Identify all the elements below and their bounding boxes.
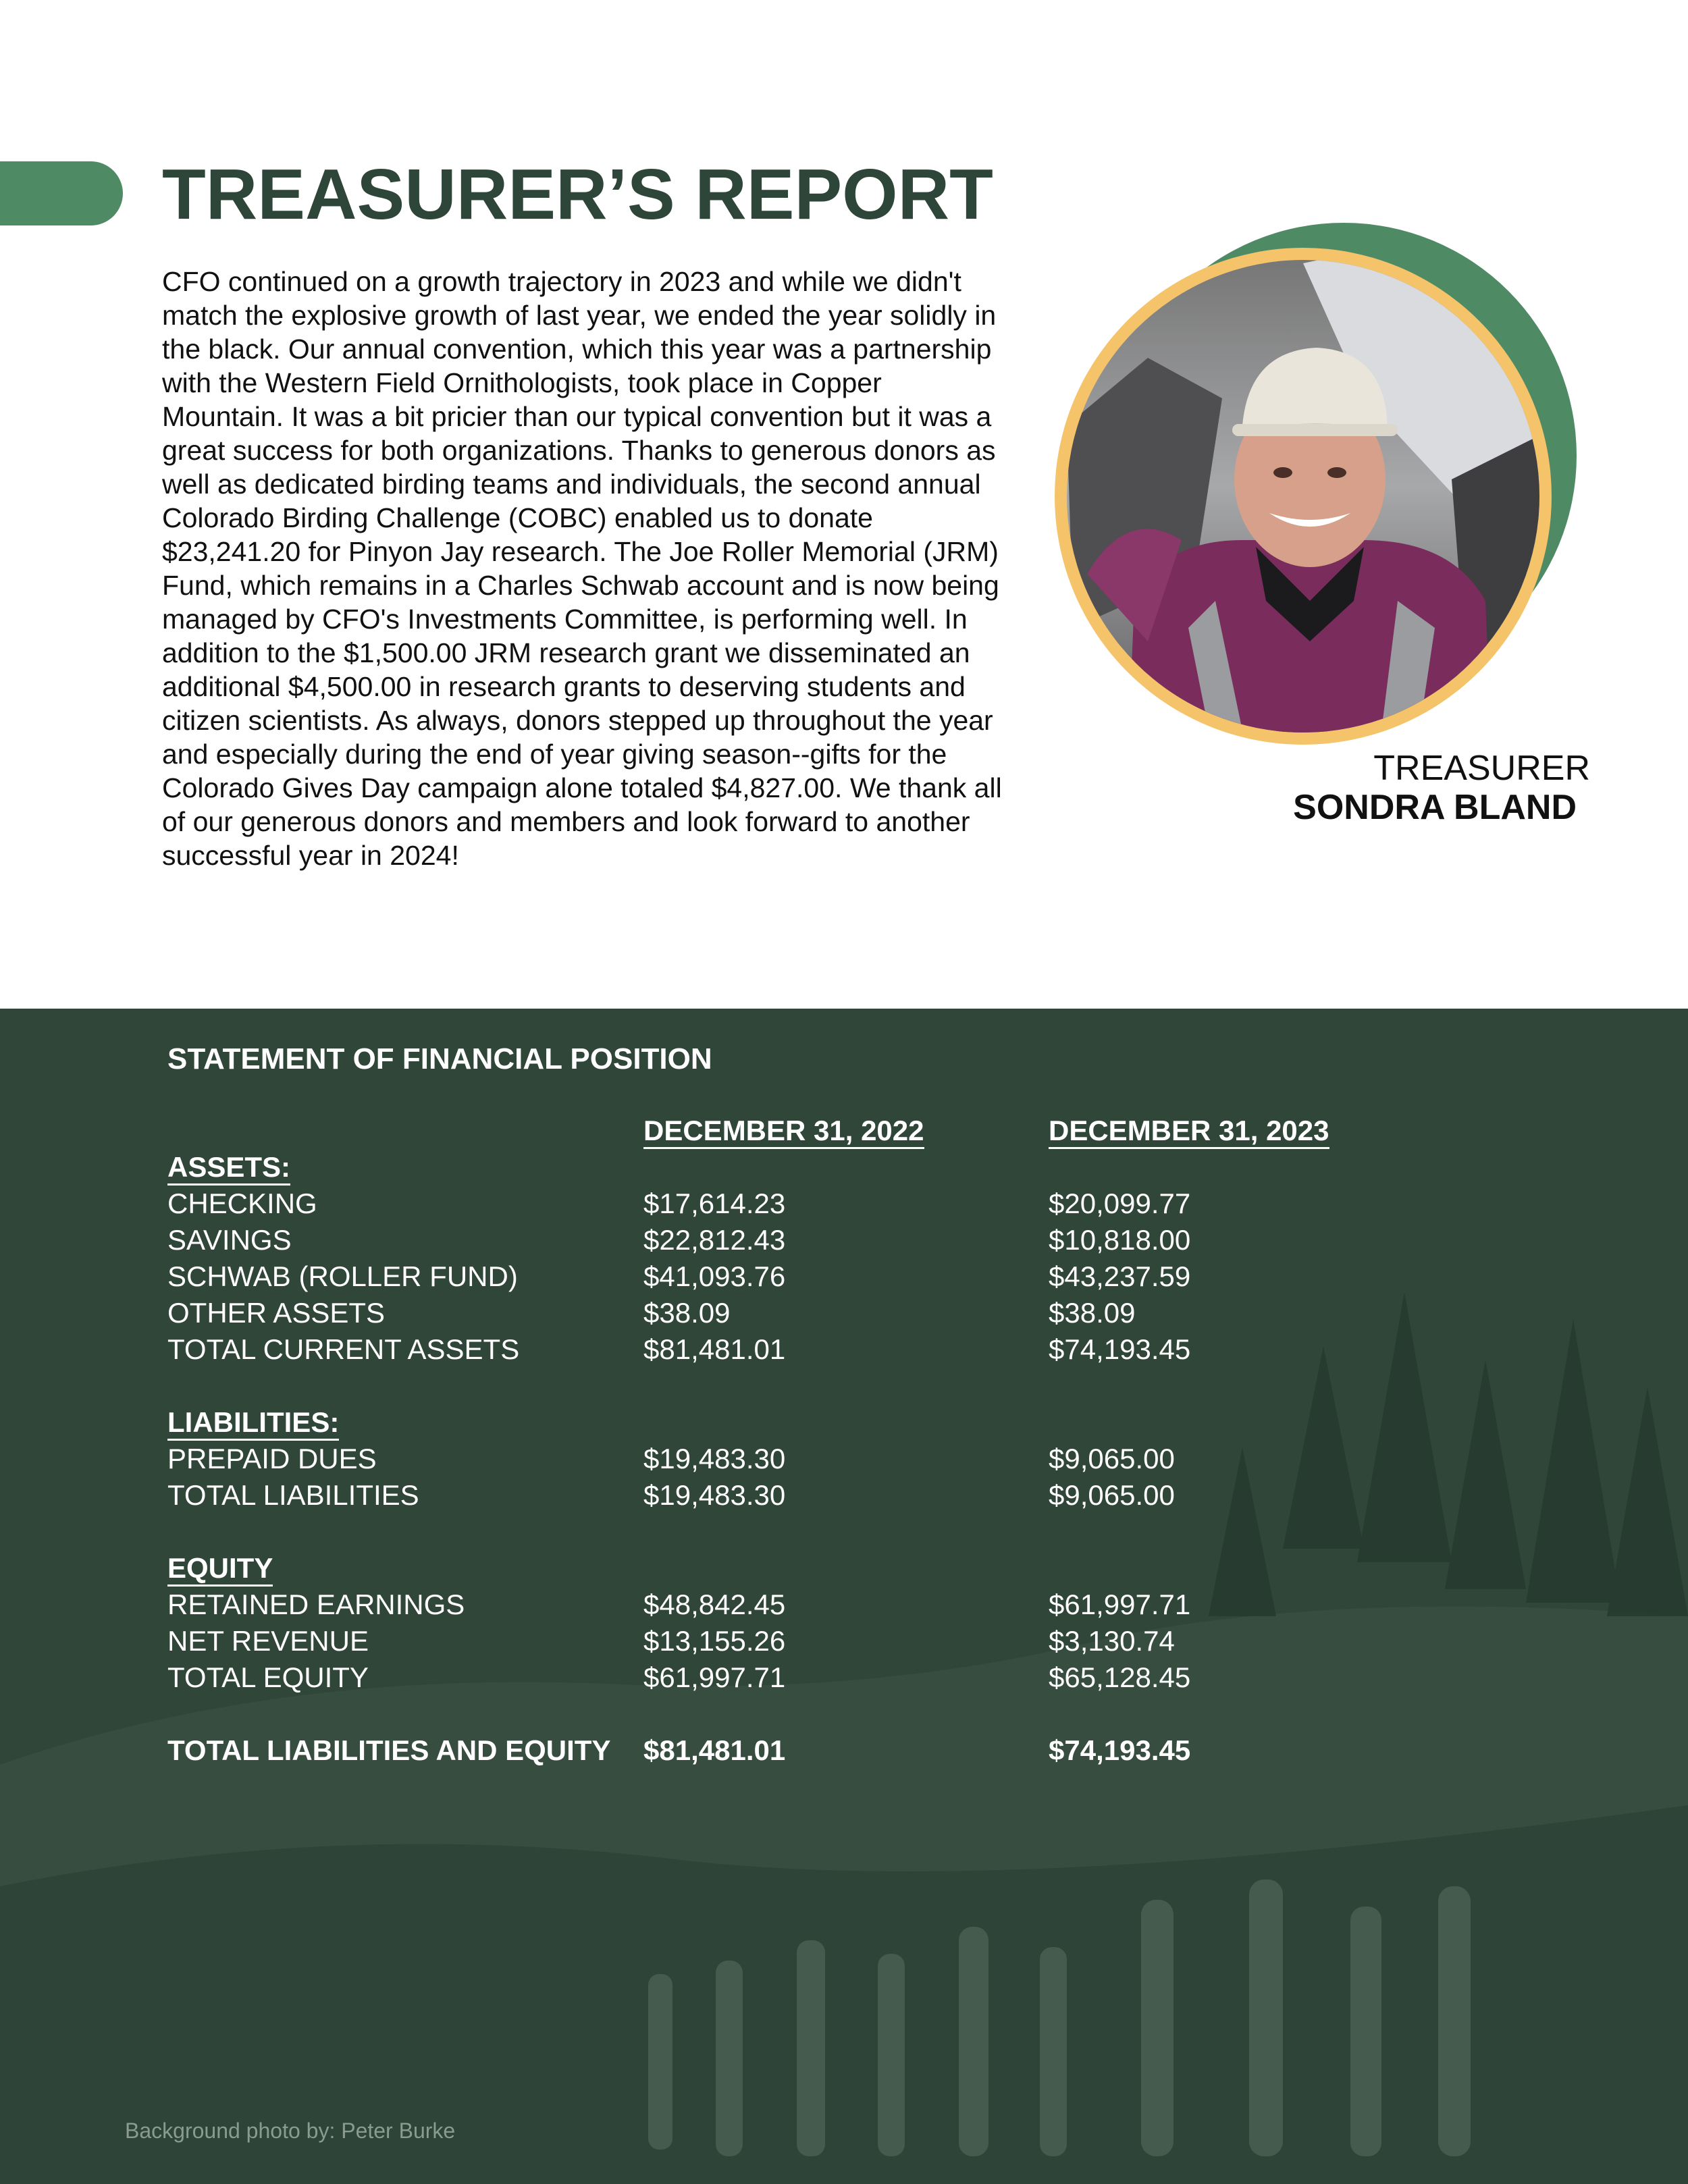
portrait-photo-icon bbox=[1047, 223, 1587, 749]
value-2022: $13,155.26 bbox=[643, 1625, 786, 1657]
value-2023: $10,818.00 bbox=[1049, 1224, 1191, 1256]
table-row bbox=[167, 1659, 1386, 1696]
value-2023: $74,193.45 bbox=[1049, 1333, 1191, 1365]
photo-credit: Background photo by: Peter Burke bbox=[125, 2119, 456, 2143]
row-label: RETAINED EARNINGS bbox=[167, 1589, 465, 1620]
value-2022: $19,483.30 bbox=[643, 1479, 786, 1511]
value-2023: $38.09 bbox=[1049, 1297, 1136, 1329]
value-2022: $48,842.45 bbox=[643, 1589, 786, 1620]
value-2023: $20,099.77 bbox=[1049, 1188, 1191, 1219]
accent-tab bbox=[0, 161, 123, 225]
value-2022: $61,997.71 bbox=[643, 1661, 786, 1693]
row-label: TOTAL LIABILITIES bbox=[167, 1479, 419, 1511]
value-2022: $19,483.30 bbox=[643, 1443, 786, 1474]
value-2022: $17,614.23 bbox=[643, 1188, 786, 1219]
table-row bbox=[167, 1186, 1386, 1222]
equity-heading: EQUITY bbox=[167, 1552, 273, 1587]
treasurer-portrait bbox=[1047, 223, 1587, 749]
row-label: PREPAID DUES bbox=[167, 1443, 377, 1474]
statement-title: STATEMENT OF FINANCIAL POSITION bbox=[167, 1042, 712, 1075]
value-2022: $81,481.01 bbox=[643, 1734, 786, 1766]
row-label: TOTAL LIABILITIES AND EQUITY bbox=[167, 1734, 611, 1766]
value-2022: $41,093.76 bbox=[643, 1260, 786, 1292]
report-body-text: CFO continued on a growth trajectory in 2023 and while we didn't match the explosive growth of last year, we ended the year solidly in the black. Our annual convention, which this year was a partnership with the Western Field Ornithologists, took place in Copper Mountain. It was a bit pricier than our typical convention but it was a great success for both organizations. Thanks to generous donors as well as dedicated birding teams and individuals, the second annual Colorado Birding Challenge (COBC) enabled us to donate $23,241.20 for Pinyon Jay research. The Joe Roller Memorial (JRM) Fund, which remains in a Charles Schwab account and is now being managed by CFO's Investments Committee, is performing well. In addition to the $1,500.00 JRM research grant we disseminated an additional $4,500.00 in research grants to deserving students and citizen scientists. As always, donors stepped up throughout the year and especially during the end of year giving season--gifts for the Colorado Gives Day campaign alone totaled $4,827.00. We thank all of our generous donors and members and look forward to another successful year in 2024! bbox=[162, 266, 1002, 871]
value-2022: $38.09 bbox=[643, 1297, 731, 1329]
value-2023: $43,237.59 bbox=[1049, 1260, 1191, 1292]
table-row bbox=[167, 1623, 1386, 1659]
value-2023: $9,065.00 bbox=[1049, 1443, 1175, 1474]
row-label: OTHER ASSETS bbox=[167, 1297, 386, 1329]
value-2023: $61,997.71 bbox=[1049, 1589, 1191, 1620]
table-row bbox=[167, 1331, 1386, 1368]
assets-heading: ASSETS: bbox=[167, 1151, 290, 1186]
table-row bbox=[167, 1258, 1386, 1295]
table-row bbox=[167, 1477, 1386, 1514]
liabilities-heading: LIABILITIES: bbox=[167, 1406, 339, 1441]
value-2023: $74,193.45 bbox=[1049, 1734, 1191, 1766]
grand-total-row bbox=[167, 1732, 1386, 1769]
table-header-row bbox=[167, 1113, 1386, 1149]
financial-panel bbox=[0, 1009, 1688, 2184]
column-header-2022: DECEMBER 31, 2022 bbox=[643, 1115, 924, 1149]
value-2023: $3,130.74 bbox=[1049, 1625, 1175, 1657]
table-row bbox=[167, 1222, 1386, 1258]
row-label: SCHWAB (ROLLER FUND) bbox=[167, 1260, 518, 1292]
table-row bbox=[167, 1587, 1386, 1623]
page-title: TREASURER’S REPORT bbox=[162, 155, 993, 234]
row-label: TOTAL CURRENT ASSETS bbox=[167, 1333, 520, 1365]
value-2023: $65,128.45 bbox=[1049, 1661, 1191, 1693]
row-label: TOTAL EQUITY bbox=[167, 1661, 369, 1693]
value-2023: $9,065.00 bbox=[1049, 1479, 1175, 1511]
assets-heading-row bbox=[167, 1149, 1386, 1186]
financial-table bbox=[167, 1113, 1386, 1769]
table-row bbox=[167, 1295, 1386, 1331]
table-row bbox=[167, 1441, 1386, 1477]
row-label: NET REVENUE bbox=[167, 1625, 369, 1657]
value-2022: $81,481.01 bbox=[643, 1333, 786, 1365]
caption-role: TREASURER bbox=[1373, 749, 1590, 788]
equity-heading-row bbox=[167, 1550, 1386, 1587]
value-2022: $22,812.43 bbox=[643, 1224, 786, 1256]
liabilities-heading-row bbox=[167, 1404, 1386, 1441]
caption-name: SONDRA BLAND bbox=[1293, 788, 1577, 827]
row-label: SAVINGS bbox=[167, 1224, 292, 1256]
column-header-2023: DECEMBER 31, 2023 bbox=[1049, 1115, 1329, 1149]
row-label: CHECKING bbox=[167, 1188, 317, 1219]
